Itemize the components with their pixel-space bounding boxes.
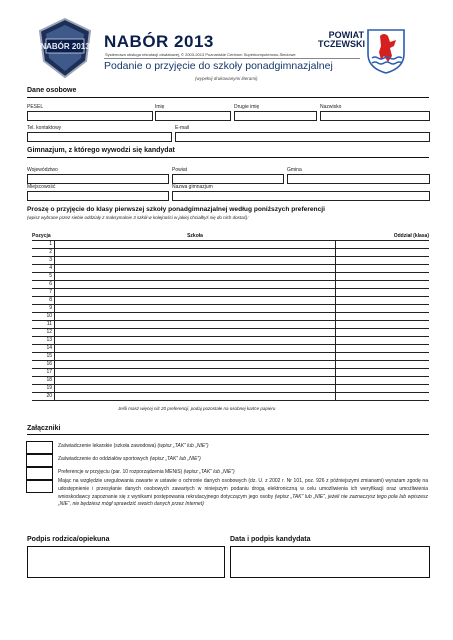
- table-row: [32, 273, 429, 281]
- school-cell[interactable]: [55, 385, 336, 393]
- position-number: 10: [32, 313, 55, 321]
- preferences-instruction: (wpisz wybrane przez siebie oddziały z maksymalnie 3 szkół w kolejności w jakiej chciałbyś się do nich dostać):: [27, 215, 249, 220]
- attachment-preferences: [58, 469, 235, 477]
- class-cell[interactable]: [336, 385, 430, 393]
- griffin-crest-icon: [366, 28, 406, 74]
- section-divider: [27, 434, 429, 435]
- position-number: 2: [32, 249, 55, 257]
- school-cell[interactable]: [55, 249, 336, 257]
- table-row: [32, 377, 429, 385]
- position-number: 4: [32, 265, 55, 273]
- section-school: Gimnazjum, z którego wywodzi się kandydat: [27, 147, 175, 154]
- class-cell[interactable]: [336, 329, 430, 337]
- col-position-header: Pozycja: [32, 233, 55, 241]
- svg-text:NABÓR 2013: NABÓR 2013: [40, 42, 90, 51]
- school-cell[interactable]: [55, 305, 336, 313]
- school-cell[interactable]: [55, 273, 336, 281]
- table-row: [32, 297, 429, 305]
- class-cell[interactable]: [336, 265, 430, 273]
- table-row: [32, 345, 429, 353]
- class-cell[interactable]: [336, 361, 430, 369]
- attachment-preferences-note: (wpisz „TAK” lub „NIE”): [183, 469, 235, 475]
- section-divider: [27, 97, 429, 98]
- data-consent-text: [58, 478, 428, 509]
- class-cell[interactable]: [336, 297, 430, 305]
- section-attachments: Załączniki: [27, 425, 61, 432]
- school-cell[interactable]: [55, 393, 336, 401]
- preferences-table: [32, 233, 429, 401]
- first-name-label: Imię: [155, 104, 165, 110]
- table-row: [32, 281, 429, 289]
- col-class-header: Oddział (klasa): [336, 233, 430, 241]
- pesel-label: PESEL: [27, 104, 44, 110]
- col-school-header: Szkoła: [55, 233, 336, 241]
- position-number: 12: [32, 329, 55, 337]
- email-field[interactable]: [175, 132, 430, 142]
- powiat-crest: [366, 28, 406, 74]
- second-name-field[interactable]: [234, 111, 317, 121]
- class-cell[interactable]: [336, 257, 430, 265]
- school-cell[interactable]: [55, 337, 336, 345]
- table-row: [32, 313, 429, 321]
- school-cell[interactable]: [55, 297, 336, 305]
- commune-field[interactable]: [287, 174, 430, 184]
- class-cell[interactable]: [336, 305, 430, 313]
- school-cell[interactable]: [55, 289, 336, 297]
- position-number: 14: [32, 345, 55, 353]
- class-cell[interactable]: [336, 345, 430, 353]
- school-cell[interactable]: [55, 377, 336, 385]
- table-row: [32, 353, 429, 361]
- class-cell[interactable]: [336, 281, 430, 289]
- section-personal-data: Dane osobowe: [27, 87, 77, 94]
- school-cell[interactable]: [55, 345, 336, 353]
- class-cell[interactable]: [336, 369, 430, 377]
- table-row: [32, 249, 429, 257]
- locality-field[interactable]: [27, 191, 169, 201]
- powiat-line1: POWIAT: [328, 30, 364, 40]
- data-consent-note: (wpisz „TAK” lub „NIE”, jeżeli nie zaznaczysz tego pola lub wpiszesz „NIE”, nie będziesz mógł sprawdzić swoich danych przez Internet): [58, 493, 428, 508]
- school-cell[interactable]: [55, 321, 336, 329]
- data-consent-label: Mając na względzie uregulowania zawarte w ustawie o ochronie danych osobowych (dz. U. z 2002 r. Nr 101, poz. 926 z późniejszymi zmianami) wyrażam zgodę na udostępnienie i przesyłanie danych osobowych zawartych w niniejszym podaniu drogą elektroniczną w celu umożliwienia ich weryfikacji oraz umożliwienia wnioskodawcy zapoznanie się z wynikami postępowania rekrutacyjnego dotyczącym jego osoby: [58, 478, 428, 500]
- section-preferences: Proszę o przyjęcie do klasy pierwszej szkoły ponadgimnazjalnej według poniższych preferencji: [27, 206, 325, 213]
- table-row: [32, 337, 429, 345]
- table-row: [32, 241, 429, 249]
- table-row: [32, 305, 429, 313]
- attachment-sports-label: Zaświadczenie do oddziałów sportowych: [58, 456, 149, 462]
- class-cell[interactable]: [336, 241, 430, 249]
- position-number: 15: [32, 353, 55, 361]
- voivodeship-field[interactable]: [27, 174, 169, 184]
- table-header-row: [32, 233, 429, 241]
- school-cell[interactable]: [55, 265, 336, 273]
- shield-logo-icon: [34, 17, 96, 79]
- table-row: [32, 329, 429, 337]
- nabor-logo: [34, 17, 96, 79]
- phone-label: Tel. kontaktowy: [27, 125, 62, 131]
- table-row: [32, 361, 429, 369]
- position-number: 11: [32, 321, 55, 329]
- position-number: 18: [32, 377, 55, 385]
- header-divider: [104, 58, 360, 59]
- page-title: NABÓR 2013: [104, 32, 214, 51]
- position-number: 13: [32, 337, 55, 345]
- class-cell[interactable]: [336, 249, 430, 257]
- sports-certificate-box[interactable]: [26, 454, 53, 467]
- class-cell[interactable]: [336, 321, 430, 329]
- powiat-line2: TCZEWSKI: [318, 39, 365, 49]
- surname-field[interactable]: [320, 111, 430, 121]
- candidate-signature-box[interactable]: [230, 546, 430, 578]
- medical-certificate-box[interactable]: [26, 441, 53, 454]
- second-name-label: Drugie imię: [234, 104, 260, 110]
- surname-label: Nazwisko: [320, 104, 342, 110]
- class-cell[interactable]: [336, 393, 430, 401]
- school-cell[interactable]: [55, 369, 336, 377]
- position-number: 9: [32, 305, 55, 313]
- county-label: Powiat: [172, 167, 188, 173]
- table-row: [32, 265, 429, 273]
- attachment-sports: [58, 456, 201, 464]
- voivodeship-label: Województwo: [27, 167, 58, 173]
- section-divider: [27, 157, 429, 158]
- school-name-label: Nazwa gimnazjum: [172, 184, 213, 190]
- pesel-field[interactable]: [27, 111, 153, 121]
- table-row: [32, 393, 429, 401]
- school-cell[interactable]: [55, 257, 336, 265]
- table-row: [32, 385, 429, 393]
- table-row: [32, 257, 429, 265]
- class-cell[interactable]: [336, 337, 430, 345]
- copyright-line: Systemowa obsługa rekrutacji oświatowej, © 2003-2013 Poznańskie Centrum Superkomputerowo-Sieciowe: [105, 52, 296, 57]
- position-number: 1: [32, 241, 55, 249]
- class-cell[interactable]: [336, 353, 430, 361]
- position-number: 16: [32, 361, 55, 369]
- position-number: 8: [32, 297, 55, 305]
- school-cell[interactable]: [55, 361, 336, 369]
- phone-field[interactable]: [27, 132, 172, 142]
- position-number: 5: [32, 273, 55, 281]
- class-cell[interactable]: [336, 377, 430, 385]
- email-label: E-mail: [175, 125, 190, 131]
- school-cell[interactable]: [55, 313, 336, 321]
- school-cell[interactable]: [55, 281, 336, 289]
- candidate-signature-label: Data i podpis kandydata: [230, 536, 311, 543]
- attachment-sports-note: (wpisz „TAK” lub „NIE”): [149, 456, 201, 462]
- document-title: Podanie o przyjęcie do szkoły ponadgimnazjalnej: [104, 60, 333, 72]
- table-row: [32, 369, 429, 377]
- county-field[interactable]: [172, 174, 284, 184]
- locality-label: Miejscowość: [27, 184, 56, 190]
- data-consent-box[interactable]: [26, 480, 53, 493]
- commune-label: Gmina: [287, 167, 302, 173]
- table-row: [32, 289, 429, 297]
- school-cell[interactable]: [55, 353, 336, 361]
- parent-signature-label: Podpis rodzica/opiekuna: [27, 536, 110, 543]
- school-name-field[interactable]: [172, 191, 430, 201]
- attachment-medical-label: Zaświadczenie lekarskie (szkoła zawodowa): [58, 443, 157, 449]
- position-number: 6: [32, 281, 55, 289]
- parent-signature-box[interactable]: [27, 546, 225, 578]
- first-name-field[interactable]: [155, 111, 231, 121]
- position-number: 7: [32, 289, 55, 297]
- powiat-name: [318, 30, 364, 49]
- class-cell[interactable]: [336, 289, 430, 297]
- school-cell[interactable]: [55, 241, 336, 249]
- class-cell[interactable]: [336, 273, 430, 281]
- attachment-medical: [58, 443, 209, 451]
- attachment-preferences-label: Preferencje w przyjęciu (par. 10 rozporządzenia MENiS): [58, 469, 183, 475]
- admission-preferences-box[interactable]: [26, 467, 53, 480]
- school-cell[interactable]: [55, 329, 336, 337]
- position-number: 17: [32, 369, 55, 377]
- attachment-medical-note: (wpisz „TAK” lub „NIE”): [157, 443, 209, 449]
- fill-instruction: (wypełnij drukowanymi literami): [195, 76, 258, 81]
- preferences-footnote: Jeśli masz więcej niż 20 preferencji, podaj pozostałe na osobnej kartce papieru: [118, 406, 276, 411]
- table-row: [32, 321, 429, 329]
- position-number: 3: [32, 257, 55, 265]
- class-cell[interactable]: [336, 313, 430, 321]
- position-number: 20: [32, 393, 55, 401]
- position-number: 19: [32, 385, 55, 393]
